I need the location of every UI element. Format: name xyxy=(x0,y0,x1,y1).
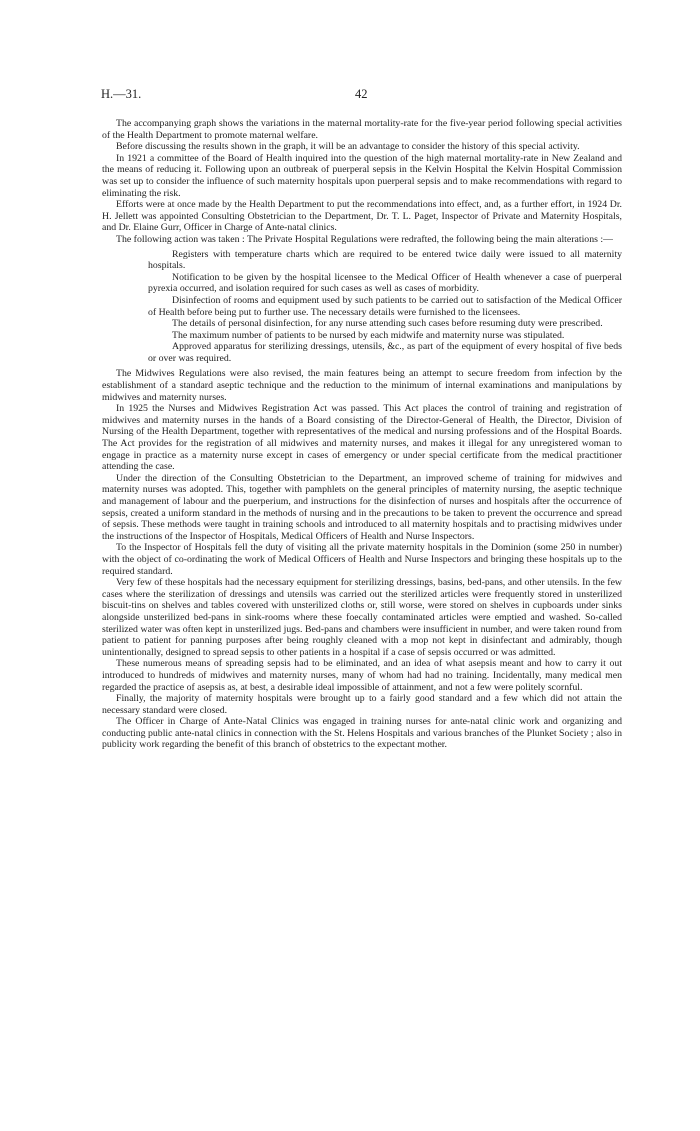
paragraph: In 1921 a committee of the Board of Health inquired into the question of the high maternal mortality-rate in New Zealand and the means of reducing it. Following upon an outbreak of puerperal sepsis in the Kelvin Hospital the Kelvin Hospital Commission was set up to consider the influence of such maternity hospitals upon puerperal sepsis and to make recommendations with regard to eliminating the risk. xyxy=(102,152,622,199)
list-item: The maximum number of patients to be nursed by each midwife and maternity nurse was stipulated. xyxy=(172,329,565,341)
paragraph: In 1925 the Nurses and Midwives Registration Act was passed. This Act places the control of training and registration of midwives and maternity nurses in the hands of a Board consisting of the Director-General of Health, the Director, Division of Nursing of the Health Department, together with representatives of the medical and nursing professions and of the Hospital Boards. The Act provides for the registration of all midwives and maternity nurses, and makes it illegal for any unregistered woman to engage in practice as a maternity nurse except in cases of emergency or under special certificate from the medical practitioner attending the case. xyxy=(102,403,622,473)
paragraph: Very few of these hospitals had the necessary equipment for sterilizing dressings, basins, bed-pans, and other utensils. In the few cases where the sterilization of dressings and utensils was carried out the sterilized articles were frequently stored in unsterilized biscuit-tins on shelves and tables covered with unsterilized cloths or, still worse, were stored on shelves in cupboards under sinks alongside unsterilized bed-pans in sink-rooms where these foecally contaminated articles were emptied and washed. So-called sterilized water was often kept in unsterilized jugs. Bed-pans and chambers were insufficient in number, and were taken round from patient to patient for panning purposes after being roughly cleaned with a mop not kept in disinfectant and admirably, though unintentionally, designed to spread sepsis to other patients in a hospital if a case of sepsis occurred or was admitted. xyxy=(102,577,622,658)
page-number: 42 xyxy=(355,87,368,101)
paragraph: Under the direction of the Consulting Obstetrician to the Department, an improved scheme of training for midwives and maternity nurses was adopted. This, together with pamphlets on the general principles of maternity nursing, the aseptic technique and management of labour and the puerperium, and instructions for the disinfection of nurses and hospitals after the occurrence of sepsis, created a uniform standard in the methods of nursing and in the precautions to be taken to prevent the occurrence and spread of sepsis. These methods were taught in training schools and introduced to all maternity hospitals and to practising midwives under the instructions of the Inspector of Hospitals, Medical Officers of Health and Nurse Inspectors. xyxy=(102,472,622,542)
paragraph: The Midwives Regulations were also revised, the main features being an attempt to secure freedom from infection by the establishment of a standard aseptic technique and the reduction to the minimum of internal examinations and manipulations by midwives and maternity nurses. xyxy=(102,368,622,403)
paragraph: Before discussing the results shown in the graph, it will be an advantage to consider the history of this special activity. xyxy=(116,141,580,153)
paragraph: The accompanying graph shows the variations in the maternal mortality-rate for the five-year period following special activities of the Health Department to promote maternal welfare. xyxy=(102,118,622,141)
paragraph: Efforts were at once made by the Health Department to put the recommendations into effect, and, as a further effort, in 1924 Dr. H. Jellett was appointed Consulting Obstetrician to the Department, Dr. T. L. Paget, Inspector of Private and Maternity Hospitals, and Dr. Elaine Gurr, Officer in Charge of Ante-natal clinics. xyxy=(102,199,622,234)
paragraph: To the Inspector of Hospitals fell the duty of visiting all the private maternity hospitals in the Dominion (some 250 in number) with the object of co-ordinating the work of Medical Officers of Health and Nurse Inspectors and bringing these hospitals up to the required standard. xyxy=(102,542,622,577)
list-item: Approved apparatus for sterilizing dressings, utensils, &c., as part of the equipment of every hospital of five beds or over was required. xyxy=(148,341,622,364)
paragraph: Finally, the majority of maternity hospitals were brought up to a fairly good standard and a few which did not attain the necessary standard were closed. xyxy=(102,693,622,716)
list-item: Registers with temperature charts which are required to be entered twice daily were issued to all maternity hospitals. xyxy=(148,248,622,272)
list-item: Disinfection of rooms and equipment used by such patients to be carried out to satisfaction of the Medical Officer of Health before being put to further use. The necessary details were furnished to the licensees. xyxy=(148,294,622,318)
document-body xyxy=(102,118,622,751)
alterations-list xyxy=(148,249,622,365)
document-reference: H.—31. xyxy=(101,87,142,101)
list-item: The details of personal disinfection, for any nurse attending such cases before resuming duty were prescribed. xyxy=(172,318,603,330)
paragraph: The Officer in Charge of Ante-Natal Clinics was engaged in training nurses for ante-natal clinic work and organizing and conducting public ante-natal clinics in connection with the St. Helens Hospitals and various branches of the Plunket Society ; also in publicity work regarding the benefit of this branch of obstetrics to the expectant mother. xyxy=(102,716,622,751)
paragraph: The following action was taken : The Private Hospital Regulations were redrafted, the following being the main alterations :— xyxy=(116,233,613,245)
list-item: Notification to be given by the hospital licensee to the Medical Officer of Health whenever a case of puerperal pyrexia occurred, and isolation required for such cases as well as cases of morbidity. xyxy=(148,271,622,295)
paragraph: These numerous means of spreading sepsis had to be eliminated, and an idea of what asepsis meant and how to carry it out introduced to hundreds of midwives and maternity nurses, many of whom had had no training. Incidentally, many medical men regarded the practice of asepsis as, at best, a desirable ideal impossible of attainment, and not a few were politely scornful. xyxy=(102,658,622,693)
